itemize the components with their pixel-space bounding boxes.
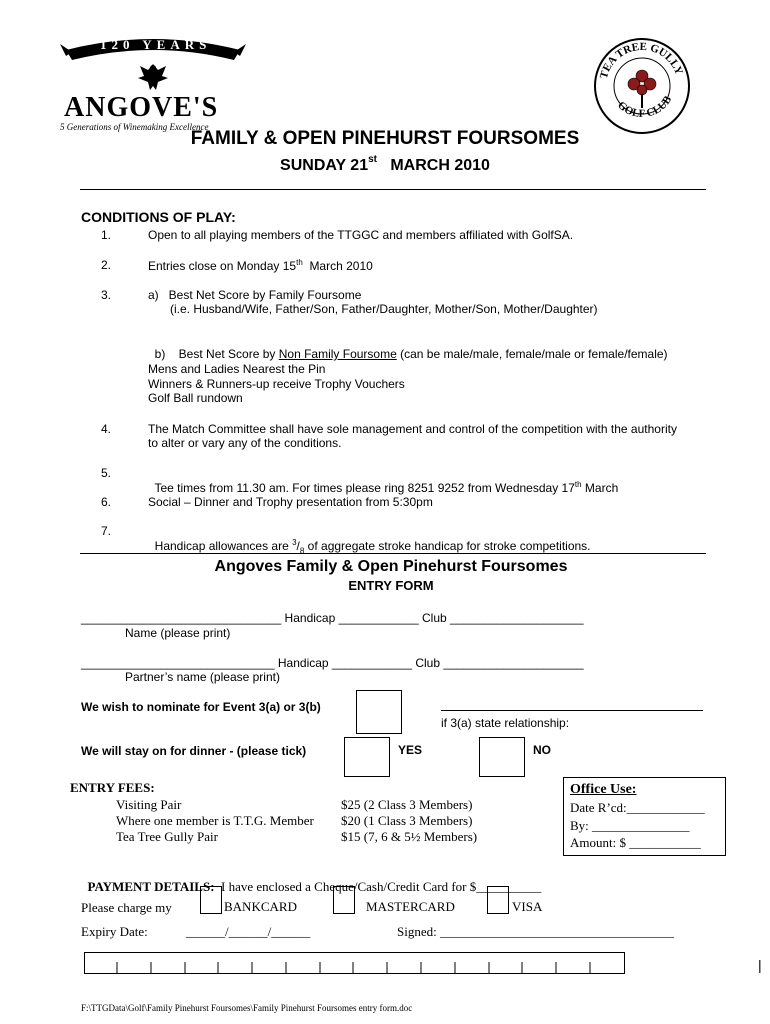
name-handicap-club-line[interactable]: ______________________________ Handicap ____________ Club ____________________ [81, 611, 584, 625]
seal-bottom-text: GOLF CLUB [615, 93, 675, 120]
condition-7-text: Handicap allowances are $^3/_8$ of aggregate stroke handicap for stroke competitions. [154, 538, 591, 556]
condition-7-prefix: Handicap allowances are [154, 539, 293, 553]
partner-handicap-club-line[interactable]: _____________________________ Handicap ____________ Club _____________________ [81, 656, 584, 670]
years-banner-text: 120 YEARS [100, 37, 212, 52]
condition-2-number: 2. [101, 258, 112, 272]
condition-7-suffix: of aggregate stroke handicap for stroke competitions. [304, 539, 591, 553]
condition-4-line2: to alter or vary any of the conditions. [148, 436, 342, 450]
condition-4-number: 4. [101, 422, 112, 436]
condition-1-number: 1. [101, 228, 112, 242]
condition-5-prefix: Tee times from 11.30 am. For times please ring 8251 9252 from Wednesday 17 [154, 481, 575, 495]
condition-7-frac-den: 8 [299, 546, 305, 556]
extra-golf-ball-rundown: Golf Ball rundown [148, 391, 243, 405]
mastercard-label: MASTERCARD [366, 899, 455, 914]
seal-graphic [592, 36, 692, 136]
bankcard-checkbox[interactable] [200, 886, 222, 914]
condition-4-line1: The Match Committee shall have sole management and control of the competition with the authority [148, 422, 677, 436]
visa-checkbox[interactable] [487, 886, 509, 914]
entry-form-subtitle: ENTRY FORM [348, 578, 434, 593]
payment-label: PAYMENT DETAILS: [87, 879, 215, 894]
expiry-label: Expiry Date: [81, 924, 148, 939]
dinner-yes-box[interactable] [344, 737, 390, 777]
dinner-no-box[interactable] [479, 737, 525, 777]
partner-caption: Partner’s name (please print) [125, 670, 280, 684]
condition-3a-line1: a) Best Net Score by Family Foursome [148, 288, 362, 302]
expiry-field[interactable]: ______/______/______ [186, 924, 311, 939]
dinner-no-label: NO [533, 743, 551, 757]
extra-nearest-pin: Mens and Ladies Nearest the Pin [148, 362, 326, 376]
brand-tagline: 5 Generations of Winemaking Excellence [60, 122, 209, 132]
payment-text: I have enclosed a Cheque/Cash/Credit Card for $__________ [221, 879, 542, 894]
office-use-box [563, 777, 726, 856]
event-date-suffix: st [368, 154, 377, 165]
seal-top-text: TEA TREE GULLY [597, 40, 685, 81]
entry-form-title: Angoves Family & Open Pinehurst Foursomes [214, 558, 568, 575]
nominate-box[interactable] [356, 690, 402, 734]
conditions-heading: CONDITIONS OF PLAY: [81, 209, 236, 225]
fee-row1-value: $25 (2 Class 3 Members) [341, 797, 473, 812]
event-date [0, 154, 770, 175]
bankcard-label: BANKCARD [224, 899, 297, 914]
svg-text:GOLF CLUB [615, 93, 674, 120]
condition-5-sup: th [574, 480, 582, 489]
condition-5-number: 5. [101, 466, 112, 480]
event-date-day: SUNDAY 21 [280, 157, 369, 174]
fee-row3-label: Tea Tree Gully Pair [116, 829, 218, 844]
visa-label: VISA [512, 899, 543, 914]
page-title: FAMILY & OPEN PINEHURST FOURSOMES [190, 128, 580, 149]
condition-2-text [148, 258, 373, 273]
condition-1-text: Open to all playing members of the TTGGC and members affiliated with GolfSA. [148, 228, 574, 242]
condition-3a-line2: (i.e. Husband/Wife, Father/Son, Father/Daughter, Mother/Son, Mother/Daughter) [170, 302, 598, 316]
office-date-received[interactable]: Date R’cd:____________ [570, 800, 705, 815]
conditions-divider [80, 553, 706, 554]
condition-3b-prefix: b) Best Net Score by [154, 347, 279, 361]
golf-club-seal [592, 36, 692, 136]
condition-5-text [148, 466, 618, 495]
office-amount[interactable]: Amount: $ ___________ [570, 835, 701, 850]
condition-3b-underlined: Non Family Foursome [278, 347, 397, 361]
fee-row1-label: Visiting Pair [116, 797, 182, 812]
angoves-logo [58, 30, 248, 130]
fees-heading: ENTRY FEES: [70, 780, 155, 795]
condition-2-prefix: Entries close on Monday 15 [148, 259, 297, 273]
charge-label: Please charge my [81, 900, 172, 915]
card-number-field[interactable] [84, 952, 625, 974]
signature-field[interactable]: Signed: ____________________________________ [397, 924, 674, 939]
condition-7-number: 7. [101, 524, 112, 538]
relationship-line[interactable] [441, 710, 703, 711]
payment-details [81, 863, 541, 895]
fee-row2-label: Where one member is T.T.G. Member [116, 813, 314, 828]
condition-2-suffix: March 2010 [309, 259, 373, 273]
condition-6-number: 6. [101, 495, 112, 509]
name-caption: Name (please print) [125, 626, 231, 640]
dinner-yes-label: YES [398, 743, 423, 757]
fee-row2-value: $20 (1 Class 3 Members) [341, 813, 473, 828]
dinner-label: We will stay on for dinner - (please tick) [81, 744, 307, 758]
condition-5-suffix: March [581, 481, 619, 495]
brand-name: ANGOVE'S [64, 92, 219, 123]
margin-mark: | [758, 957, 762, 973]
condition-3-number: 3. [101, 288, 112, 302]
mastercard-checkbox[interactable] [333, 886, 355, 914]
condition-7-frac-num: 3 [292, 538, 297, 547]
condition-3b [148, 333, 668, 361]
condition-6-text: Social – Dinner and Trophy presentation from 5:30pm [148, 495, 433, 509]
extra-trophy-vouchers: Winners & Runners-up receive Trophy Vouchers [148, 377, 405, 391]
relationship-caption: if 3(a) state relationship: [441, 716, 570, 730]
header-divider [80, 189, 706, 190]
fee-row3-value: $15 (7, 6 & 5½ Members) [341, 829, 478, 844]
condition-2-sup: th [296, 258, 303, 267]
event-date-month: MARCH 2010 [390, 157, 490, 174]
file-path-footer: F:\TTGData\Golf\Family Pinehurst Foursomes\Family Pinehurst Foursomes entry form.doc [81, 1003, 413, 1013]
condition-3b-suffix: (can be male/male, female/male or female/female) [396, 347, 668, 361]
office-by[interactable]: By: _______________ [570, 818, 690, 833]
office-use-heading: Office Use: [570, 782, 637, 797]
nominate-label: We wish to nominate for Event 3(a) or 3(b) [81, 700, 321, 714]
